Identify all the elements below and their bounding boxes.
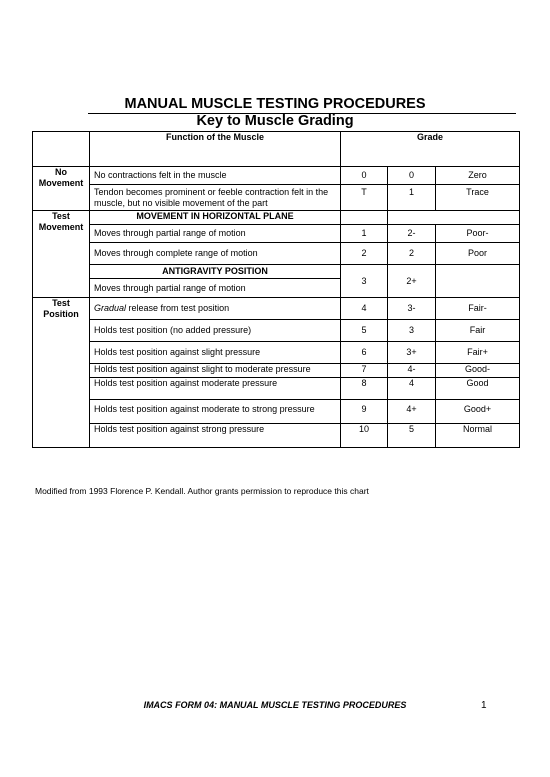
grade-cell: 0 — [388, 167, 436, 185]
label-cell: Good — [436, 378, 520, 400]
attribution-note: Modified from 1993 Florence P. Kendall. Author grants permission to reproduce this chart — [35, 486, 369, 496]
grade-cell: 5 — [388, 424, 436, 448]
grade-cell: 3 — [388, 320, 436, 342]
score-cell: 5 — [341, 320, 388, 342]
label-cell: Normal — [436, 424, 520, 448]
header-grade: Grade — [341, 132, 520, 167]
label-cell: Fair — [436, 320, 520, 342]
function-cell — [90, 298, 341, 320]
header-empty-cell — [33, 132, 90, 167]
header-function: Function of the Muscle — [90, 132, 341, 167]
score-cell: 4 — [341, 298, 388, 320]
grade-cell: 1 — [388, 185, 436, 211]
table-row — [33, 167, 520, 185]
category-no-movement: No Movement — [33, 167, 90, 211]
function-text: release from test position — [126, 303, 230, 314]
table-row — [33, 342, 520, 364]
score-cell: 10 — [341, 424, 388, 448]
grade-cell: 4 — [388, 378, 436, 400]
empty-cell — [436, 211, 520, 225]
table-subheader-row — [33, 211, 520, 225]
label-cell: Zero — [436, 167, 520, 185]
function-cell: Holds test position against moderate pressure — [90, 378, 341, 400]
score-cell: 1 — [341, 225, 388, 243]
score-cell: 6 — [341, 342, 388, 364]
muscle-grading-table — [32, 131, 520, 448]
grade-cell: 3+ — [388, 342, 436, 364]
table-header-row — [33, 132, 520, 167]
label-cell: Fair+ — [436, 342, 520, 364]
label-cell: Poor — [436, 243, 520, 265]
function-cell: Holds test position against slight pressure — [90, 342, 341, 364]
grade-cell: 4- — [388, 364, 436, 378]
page-number: 1 — [481, 700, 487, 711]
label-cell: Good+ — [436, 400, 520, 424]
empty-cell — [341, 211, 388, 225]
label-cell: Fair- — [436, 298, 520, 320]
grade-cell: 2- — [388, 225, 436, 243]
subheader-horizontal-plane: MOVEMENT IN HORIZONTAL PLANE — [90, 211, 341, 225]
score-cell: 3 — [341, 265, 388, 298]
footer-title: IMACS FORM 04: MANUAL MUSCLE TESTING PROCEDURES — [143, 700, 407, 710]
table-row — [33, 378, 520, 400]
grade-cell: 2+ — [388, 265, 436, 298]
label-cell: Good- — [436, 364, 520, 378]
grade-cell: 3- — [388, 298, 436, 320]
score-cell: T — [341, 185, 388, 211]
empty-cell — [388, 211, 436, 225]
score-cell: 8 — [341, 378, 388, 400]
function-emphasis: Gradual — [94, 303, 127, 314]
label-cell: Trace — [436, 185, 520, 211]
table-row — [33, 298, 520, 320]
grade-cell: 2 — [388, 243, 436, 265]
page-subtitle: Key to Muscle Grading — [196, 113, 354, 129]
score-cell: 2 — [341, 243, 388, 265]
label-cell — [436, 265, 520, 298]
function-cell: Holds test position against strong pressure — [90, 424, 341, 448]
table-row — [33, 243, 520, 265]
table-subheader-row — [33, 265, 520, 279]
score-cell: 7 — [341, 364, 388, 378]
label-cell: Poor- — [436, 225, 520, 243]
table-row — [33, 185, 520, 211]
function-cell: Holds test position against moderate to strong pressure — [90, 400, 341, 424]
table-row — [33, 424, 520, 448]
score-cell: 0 — [341, 167, 388, 185]
subheader-antigravity: ANTIGRAVITY POSITION — [90, 265, 341, 279]
category-test-movement: Test Movement — [33, 211, 90, 298]
function-cell: Holds test position (no added pressure) — [90, 320, 341, 342]
table-row — [33, 400, 520, 424]
score-cell: 9 — [341, 400, 388, 424]
category-test-position: Test Position — [33, 298, 90, 448]
function-cell: Holds test position against slight to moderate pressure — [90, 364, 341, 378]
table-row — [33, 364, 520, 378]
function-cell: Tendon becomes prominent or feeble contraction felt in the muscle, but no visible movement of the part — [90, 185, 341, 211]
function-cell: Moves through complete range of motion — [90, 243, 341, 265]
grade-cell: 4+ — [388, 400, 436, 424]
table-row — [33, 320, 520, 342]
table-row — [33, 225, 520, 243]
function-cell: Moves through partial range of motion — [90, 279, 341, 298]
page-title: MANUAL MUSCLE TESTING PROCEDURES — [124, 96, 426, 112]
function-cell: No contractions felt in the muscle — [90, 167, 341, 185]
function-cell: Moves through partial range of motion — [90, 225, 341, 243]
